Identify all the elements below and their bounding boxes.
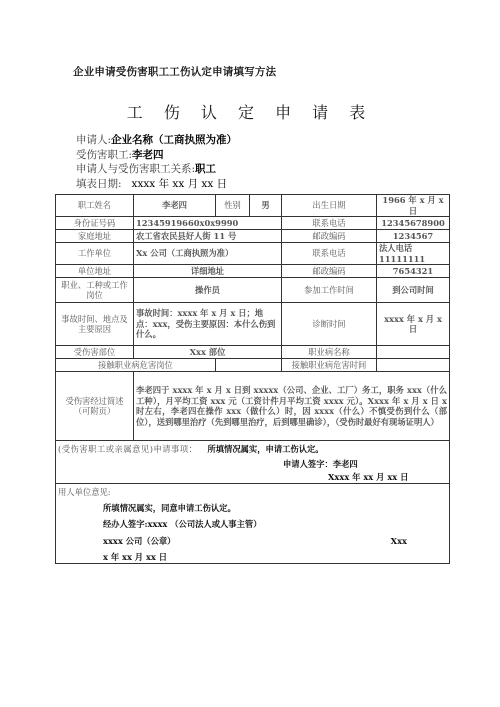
table-row <box>56 303 450 346</box>
disease-name-value <box>377 346 450 359</box>
worker-opinion-cell <box>56 441 450 484</box>
injury-process-label: 受伤害经过简述（可附页） <box>56 372 134 441</box>
phone-label: 联系电话 <box>282 217 377 230</box>
relation-line <box>76 162 237 177</box>
unit-date: x 年 xx 月 xx 日 <box>103 552 168 562</box>
postcode-label: 邮政编码 <box>282 230 377 243</box>
table-row <box>56 372 450 441</box>
unit-phone-value: 法人电话 11111111 <box>377 243 450 265</box>
fill-date-label: 填表日期: <box>76 177 122 190</box>
injured-part-value: Xxx 部位 <box>134 346 282 359</box>
exposure-post-value <box>216 359 282 372</box>
gender-value: 男 <box>250 195 282 217</box>
injured-worker-label: 受伤害职工: <box>76 148 133 161</box>
job-value: 操作员 <box>134 278 282 303</box>
worker-name-value: 李老四 <box>134 195 216 217</box>
applicant-line <box>76 133 237 148</box>
unit-phone-label: 联系电话 <box>282 243 377 265</box>
diagnosis-time-label: 诊断时间 <box>282 303 377 346</box>
birth-date-label: 出生日期 <box>282 195 377 217</box>
work-unit-label: 工作单位 <box>56 243 134 265</box>
form-title: 工 伤 认 定 申 请 表 <box>126 103 374 122</box>
company-stamp-line <box>58 536 447 547</box>
unit-address-label: 单位地址 <box>56 265 134 278</box>
job-label: 职业、工种或工作岗位 <box>56 278 134 303</box>
unit-opinion-label: 用人单位意见: <box>58 487 111 497</box>
home-address-label: 家庭地址 <box>56 230 134 243</box>
injured-worker-line <box>76 148 237 163</box>
gender-label: 性别 <box>216 195 250 217</box>
table-row <box>56 217 450 230</box>
company-stamp-right: Xxx <box>390 535 407 546</box>
signature-date: Xxxx 年 xx 月 xx 日 <box>328 472 409 482</box>
worker-name-label: 职工姓名 <box>56 195 134 217</box>
exposure-time-label: 接触职业病危害时间 <box>282 359 377 372</box>
join-time-label: 参加工作时间 <box>282 278 377 303</box>
work-unit-value: Xx 公司（工商执照为准） <box>134 243 282 265</box>
exposure-post-label: 接触职业病危害岗位 <box>56 359 216 372</box>
fill-date-line <box>76 177 237 192</box>
relation-label: 申请人与受伤害职工关系: <box>76 163 196 175</box>
applicant-value: 企业名称（工商执照为准） <box>111 134 238 146</box>
injured-worker-value: 李老四 <box>132 148 164 161</box>
table-row <box>56 346 450 359</box>
unit-postcode-label: 邮政编码 <box>282 265 377 278</box>
company-stamp: xxxx 公司（公章） <box>103 535 176 546</box>
join-time-value: 到公司时间 <box>377 278 450 303</box>
id-number-value: 12345919660x0x9990 <box>134 217 282 230</box>
exposure-time-value <box>377 359 450 372</box>
table-row <box>56 195 450 217</box>
relation-value: 职工 <box>195 163 217 175</box>
injured-part-label: 受伤害部位 <box>56 346 134 359</box>
phone-value: 12345678900 <box>377 217 450 230</box>
unit-opinion-cell <box>56 484 450 564</box>
table-row <box>56 278 450 303</box>
handler-signature: 经办人签字:xxxx （公司法人或人事主管） <box>103 519 262 529</box>
applicant-label: 申请人: <box>76 134 112 146</box>
unit-opinion-text: 所填情况属实，同意申请工伤认定。 <box>103 502 236 513</box>
applicant-info <box>76 133 237 191</box>
applicant-signature: 申请人签字：李老四 <box>283 458 358 469</box>
document-heading: 企业申请受伤害职工工伤认定申请填写方法 <box>73 66 277 78</box>
injury-process-value: 李老四于 xxxx 年 x 月 x 日到 xxxxx（公司、企业、工厂）务工，职务 xxx（什么工种），月平均工资 xxx 元（工资计件月平均工资 xxxx 元）。Xxxx 年 x 月 x 日 x 时左右，李老四在操作 xxx（做什么）时，因 xxxx（什么）不慎受伤到什么（部位），送到哪里治疗（先到哪里治疗，后到哪里确诊），（受伤时最好有现场证明人） <box>134 372 450 441</box>
worker-opinion-label: (受伤害职工或亲属意见)申请事项： <box>58 444 198 454</box>
id-number-label: 身份证号码 <box>56 217 134 230</box>
table-row <box>56 359 450 372</box>
fill-date-value: xxxx 年 xx 月 xx 日 <box>131 177 228 190</box>
table-row <box>56 484 450 564</box>
disease-name-label: 职业病名称 <box>282 346 377 359</box>
birth-date-value: 1966 年 x 月 x 日 <box>377 195 450 217</box>
unit-address-value: 详细地址 <box>134 265 282 278</box>
postcode-value: 1234567 <box>377 230 450 243</box>
table-row <box>56 243 450 265</box>
home-address-value: 农工省农民县好人街 11 号 <box>134 230 282 243</box>
unit-postcode-value: 7654321 <box>377 265 450 278</box>
injury-application-table <box>55 194 450 564</box>
table-row <box>56 265 450 278</box>
worker-opinion-value: 所填情况属实，申请工伤认定。 <box>207 444 324 454</box>
accident-value: 事故时间：xxxx 年 x 月 x 日；地点：xxx，受伤主要原因：本什么伤到什么。 <box>134 303 282 346</box>
diagnosis-time-value: xxxx 年 x 月 x 日 <box>377 303 450 346</box>
table-row <box>56 441 450 484</box>
accident-label: 事故时间、地点及主要原因 <box>56 303 134 346</box>
table-row <box>56 230 450 243</box>
